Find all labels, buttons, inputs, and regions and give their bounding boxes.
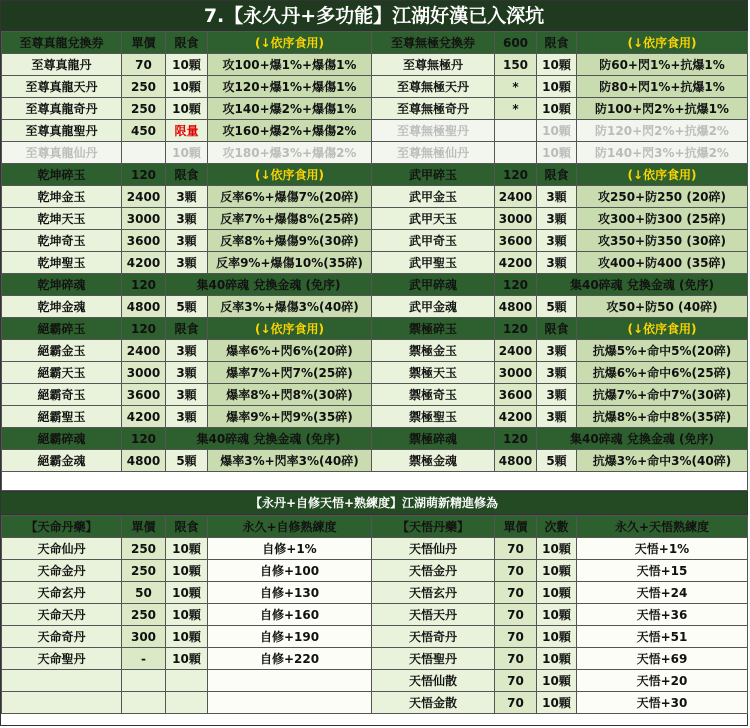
header-cell: 120 xyxy=(122,164,166,186)
table-cell: 70 xyxy=(495,604,537,626)
table-cell: 250 xyxy=(122,538,166,560)
table-cell: 5顆 xyxy=(537,296,577,318)
table-cell: 4200 xyxy=(122,406,166,428)
item-effect: 天悟+24 xyxy=(577,582,748,604)
item-effect: 防120+閃2%+抗爆2% xyxy=(577,120,748,142)
table-cell: 10顆 xyxy=(166,648,208,670)
table-row xyxy=(2,670,748,692)
table-cell: 250 xyxy=(122,560,166,582)
item-effect: 攻100+爆1%+爆傷1% xyxy=(208,54,372,76)
item-name: 絕霸聖玉 xyxy=(2,406,122,428)
upgrade-table xyxy=(1,31,748,491)
table-cell: 250 xyxy=(122,76,166,98)
item-effect: 抗爆6%+命中6%(25碎) xyxy=(577,362,748,384)
table-row xyxy=(2,208,748,230)
header-cell: 永久+天悟熟練度 xyxy=(577,516,748,538)
table-cell: 70 xyxy=(495,538,537,560)
empty-cell xyxy=(166,692,208,714)
table-row xyxy=(2,186,748,208)
table-cell xyxy=(495,142,537,164)
table-cell: 10顆 xyxy=(537,76,577,98)
item-effect: 爆率8%+閃8%(30碎) xyxy=(208,384,372,406)
item-name: 乾坤金魂 xyxy=(2,296,122,318)
item-effect: 天悟+51 xyxy=(577,626,748,648)
item-effect: 防100+閃2%+抗爆1% xyxy=(577,98,748,120)
item-effect: 天悟+15 xyxy=(577,560,748,582)
table-cell: 10顆 xyxy=(537,692,577,714)
header-row xyxy=(2,516,748,538)
table-cell: 5顆 xyxy=(166,296,208,318)
header-cell: (↓依序食用) xyxy=(577,164,748,186)
item-effect: 天悟+30 xyxy=(577,692,748,714)
table-cell: 3顆 xyxy=(166,230,208,252)
table-cell: 70 xyxy=(495,626,537,648)
item-effect: 爆率9%+閃9%(35碎) xyxy=(208,406,372,428)
table-cell: 10顆 xyxy=(166,626,208,648)
item-effect: 防60+閃1%+抗爆1% xyxy=(577,54,748,76)
table-cell: 2400 xyxy=(122,186,166,208)
item-name: 天悟奇丹 xyxy=(372,626,495,648)
item-name: 至尊無極丹 xyxy=(372,54,495,76)
table-cell: 2400 xyxy=(495,186,537,208)
table-cell: 10顆 xyxy=(537,626,577,648)
item-effect: 自修+160 xyxy=(208,604,372,626)
item-name: 天悟仙丹 xyxy=(372,538,495,560)
table-cell: 10顆 xyxy=(166,560,208,582)
item-effect: 反率8%+爆傷9%(30碎) xyxy=(208,230,372,252)
table-cell: 2400 xyxy=(122,340,166,362)
table-cell: 4800 xyxy=(122,450,166,472)
table-cell: 10顆 xyxy=(166,98,208,120)
header-cell: 禦極碎魂 xyxy=(372,428,495,450)
table-cell: 3顆 xyxy=(537,230,577,252)
table-row xyxy=(2,340,748,362)
table-cell xyxy=(495,120,537,142)
item-name: 武甲聖玉 xyxy=(372,252,495,274)
item-name: 天命聖丹 xyxy=(2,648,122,670)
table-row xyxy=(2,560,748,582)
table-cell: 4800 xyxy=(122,296,166,318)
table-cell: 50 xyxy=(122,582,166,604)
empty-cell xyxy=(2,670,122,692)
item-name: 絕霸金玉 xyxy=(2,340,122,362)
item-name: 天悟金丹 xyxy=(372,560,495,582)
item-effect: 反率3%+爆傷3%(40碎) xyxy=(208,296,372,318)
header-cell: 120 xyxy=(495,428,537,450)
page-title: 7.【永久丹+多功能】江湖好漢已入深坑 xyxy=(1,1,747,31)
item-name: 禦極天玉 xyxy=(372,362,495,384)
item-effect: 攻350+防350 (30碎) xyxy=(577,230,748,252)
table-cell xyxy=(122,142,166,164)
item-effect: 自修+190 xyxy=(208,626,372,648)
header-cell: 120 xyxy=(495,318,537,340)
item-name: 至尊無極仙丹 xyxy=(372,142,495,164)
header-cell: 限食 xyxy=(537,32,577,54)
table-row xyxy=(2,406,748,428)
item-effect: 天悟+1% xyxy=(577,538,748,560)
item-name: 乾坤天玉 xyxy=(2,208,122,230)
item-name: 武甲金玉 xyxy=(372,186,495,208)
item-name: 天命仙丹 xyxy=(2,538,122,560)
item-name: 至尊無極天丹 xyxy=(372,76,495,98)
table-row xyxy=(2,296,748,318)
header-cell: 集40碎魂 兌換金魂 (免序) xyxy=(537,428,748,450)
table-cell: 2400 xyxy=(495,340,537,362)
table-cell: 3000 xyxy=(122,362,166,384)
table-cell: 10顆 xyxy=(537,670,577,692)
item-name: 絕霸天玉 xyxy=(2,362,122,384)
table-cell: 3顆 xyxy=(166,186,208,208)
item-effect: 自修+130 xyxy=(208,582,372,604)
spacer-cell xyxy=(2,472,748,491)
item-name: 至尊真龍丹 xyxy=(2,54,122,76)
table-cell: 70 xyxy=(122,54,166,76)
table-cell: 3顆 xyxy=(537,406,577,428)
item-name: 禦極金魂 xyxy=(372,450,495,472)
header-row xyxy=(2,274,748,296)
table-cell: 3000 xyxy=(122,208,166,230)
header-cell: 單價 xyxy=(495,516,537,538)
item-effect: 攻250+防250 (20碎) xyxy=(577,186,748,208)
item-effect: 抗爆8%+命中8%(35碎) xyxy=(577,406,748,428)
empty-cell xyxy=(122,692,166,714)
table-cell: 10顆 xyxy=(166,54,208,76)
item-effect: 防80+閃1%+抗爆1% xyxy=(577,76,748,98)
table-row xyxy=(2,252,748,274)
header-cell: 至尊真龍兌換券 xyxy=(2,32,122,54)
table-cell: 10顆 xyxy=(166,76,208,98)
item-name: 乾坤金玉 xyxy=(2,186,122,208)
item-effect: 防140+閃3%+抗爆2% xyxy=(577,142,748,164)
item-name: 天悟天丹 xyxy=(372,604,495,626)
table-cell: 3600 xyxy=(122,230,166,252)
table-cell: 10顆 xyxy=(537,142,577,164)
item-effect: 抗爆7%+命中7%(30碎) xyxy=(577,384,748,406)
item-effect: 反率9%+爆傷10%(35碎) xyxy=(208,252,372,274)
table-row xyxy=(2,230,748,252)
header-cell: 次數 xyxy=(537,516,577,538)
table-cell: 3顆 xyxy=(537,340,577,362)
table-cell: 3顆 xyxy=(166,208,208,230)
table-cell: 10顆 xyxy=(166,538,208,560)
item-effect: 攻180+爆3%+爆傷2% xyxy=(208,142,372,164)
table-cell: 4200 xyxy=(495,252,537,274)
item-name: 禦極聖玉 xyxy=(372,406,495,428)
section2-title: 【永丹+自修天悟+熟練度】江湖萌新精進修為 xyxy=(1,491,747,515)
table-cell: 10顆 xyxy=(537,582,577,604)
table-cell: 3顆 xyxy=(537,186,577,208)
table-cell: 3000 xyxy=(495,362,537,384)
table-cell: 150 xyxy=(495,54,537,76)
table-cell: 5顆 xyxy=(166,450,208,472)
table-cell: 5顆 xyxy=(537,450,577,472)
header-cell: 120 xyxy=(122,318,166,340)
item-name: 至尊真龍仙丹 xyxy=(2,142,122,164)
table-cell: 3顆 xyxy=(537,362,577,384)
item-name: 至尊無極聖丹 xyxy=(372,120,495,142)
table-cell: 10顆 xyxy=(537,604,577,626)
header-cell: 乾坤碎魂 xyxy=(2,274,122,296)
table-cell: 450 xyxy=(122,120,166,142)
table-cell: - xyxy=(122,648,166,670)
table-cell: 4200 xyxy=(495,406,537,428)
table-row xyxy=(2,98,748,120)
header-cell: 限食 xyxy=(537,164,577,186)
header-cell: 至尊無極兌換券 xyxy=(372,32,495,54)
item-effect: 攻140+爆2%+爆傷1% xyxy=(208,98,372,120)
item-name: 天悟金散 xyxy=(372,692,495,714)
empty-cell xyxy=(2,692,122,714)
header-cell: 乾坤碎玉 xyxy=(2,164,122,186)
table-row xyxy=(2,76,748,98)
item-name: 絕霸奇玉 xyxy=(2,384,122,406)
table-cell: 4800 xyxy=(495,296,537,318)
item-name: 天悟聖丹 xyxy=(372,648,495,670)
table-cell: 10顆 xyxy=(537,120,577,142)
table-cell: 4200 xyxy=(122,252,166,274)
empty-cell xyxy=(208,670,372,692)
header-cell: (↓依序食用) xyxy=(577,318,748,340)
header-cell: 武甲碎魂 xyxy=(372,274,495,296)
header-cell: 限食 xyxy=(166,164,208,186)
header-cell: 禦極碎玉 xyxy=(372,318,495,340)
header-cell: (↓依序食用) xyxy=(208,318,372,340)
table-row xyxy=(2,362,748,384)
item-name: 至尊真龍聖丹 xyxy=(2,120,122,142)
header-cell: 120 xyxy=(122,428,166,450)
item-name: 天悟玄丹 xyxy=(372,582,495,604)
item-effect: 爆率7%+閃7%(25碎) xyxy=(208,362,372,384)
item-effect: 攻400+防400 (35碎) xyxy=(577,252,748,274)
table-cell: 3600 xyxy=(122,384,166,406)
table-row xyxy=(2,538,748,560)
item-name: 武甲天玉 xyxy=(372,208,495,230)
table-cell: 3顆 xyxy=(537,252,577,274)
item-effect: 反率6%+爆傷7%(20碎) xyxy=(208,186,372,208)
header-cell: 【天命丹藥】 xyxy=(2,516,122,538)
table-cell: 250 xyxy=(122,98,166,120)
item-effect: 攻300+防300 (25碎) xyxy=(577,208,748,230)
table-cell: 10顆 xyxy=(537,538,577,560)
table-cell: 10顆 xyxy=(537,648,577,670)
item-effect: 攻50+防50 (40碎) xyxy=(577,296,748,318)
table-cell: 3顆 xyxy=(537,384,577,406)
header-cell: (↓依序食用) xyxy=(208,32,372,54)
item-effect: 自修+1% xyxy=(208,538,372,560)
header-cell: 【天悟丹藥】 xyxy=(372,516,495,538)
item-name: 禦極金玉 xyxy=(372,340,495,362)
table-row xyxy=(2,54,748,76)
table-cell: * xyxy=(495,76,537,98)
item-effect: 自修+100 xyxy=(208,560,372,582)
header-cell: 限食 xyxy=(166,32,208,54)
table-cell: 300 xyxy=(122,626,166,648)
table-cell: 3顆 xyxy=(166,340,208,362)
table-cell: 10顆 xyxy=(166,582,208,604)
table-cell: 4800 xyxy=(495,450,537,472)
item-name: 乾坤奇玉 xyxy=(2,230,122,252)
table-row xyxy=(2,604,748,626)
item-effect: 抗爆3%+命中3%(40碎) xyxy=(577,450,748,472)
item-effect: 爆率3%+閃率3%(40碎) xyxy=(208,450,372,472)
header-row xyxy=(2,32,748,54)
header-cell: 120 xyxy=(495,164,537,186)
header-cell: 限食 xyxy=(166,516,208,538)
table-row xyxy=(2,142,748,164)
table-cell: 限量 xyxy=(166,120,208,142)
item-name: 天命奇丹 xyxy=(2,626,122,648)
table-cell: 10顆 xyxy=(537,560,577,582)
item-effect: 攻160+爆2%+爆傷2% xyxy=(208,120,372,142)
empty-cell xyxy=(208,692,372,714)
table-cell: 10顆 xyxy=(166,142,208,164)
item-name: 禦極奇玉 xyxy=(372,384,495,406)
item-name: 天悟仙散 xyxy=(372,670,495,692)
header-cell: (↓依序食用) xyxy=(577,32,748,54)
header-cell: 絕霸碎魂 xyxy=(2,428,122,450)
table-cell: * xyxy=(495,98,537,120)
header-row xyxy=(2,428,748,450)
table-cell: 250 xyxy=(122,604,166,626)
header-row xyxy=(2,318,748,340)
item-name: 天命天丹 xyxy=(2,604,122,626)
table-cell: 3000 xyxy=(495,208,537,230)
item-effect: 天悟+69 xyxy=(577,648,748,670)
header-cell: 120 xyxy=(495,274,537,296)
header-cell: 集40碎魂 兌換金魂 (免序) xyxy=(166,428,372,450)
item-name: 至尊真龍天丹 xyxy=(2,76,122,98)
table-cell: 70 xyxy=(495,560,537,582)
spacer-row xyxy=(2,472,748,491)
item-name: 武甲金魂 xyxy=(372,296,495,318)
table-cell: 70 xyxy=(495,648,537,670)
table-row xyxy=(2,582,748,604)
item-name: 武甲奇玉 xyxy=(372,230,495,252)
table-cell: 10顆 xyxy=(166,604,208,626)
header-cell: 600 xyxy=(495,32,537,54)
table-row xyxy=(2,626,748,648)
header-cell: (↓依序食用) xyxy=(208,164,372,186)
item-name: 天命金丹 xyxy=(2,560,122,582)
header-cell: 武甲碎玉 xyxy=(372,164,495,186)
item-name: 乾坤聖玉 xyxy=(2,252,122,274)
item-effect: 反率7%+爆傷8%(25碎) xyxy=(208,208,372,230)
table-cell: 3顆 xyxy=(166,384,208,406)
table-cell: 3600 xyxy=(495,230,537,252)
empty-cell xyxy=(122,670,166,692)
item-effect: 天悟+36 xyxy=(577,604,748,626)
table-row xyxy=(2,692,748,714)
table-cell: 3顆 xyxy=(166,362,208,384)
table-row xyxy=(2,384,748,406)
item-effect: 天悟+20 xyxy=(577,670,748,692)
header-cell: 120 xyxy=(122,274,166,296)
table-cell: 3顆 xyxy=(166,252,208,274)
header-cell: 限食 xyxy=(537,318,577,340)
header-row xyxy=(2,164,748,186)
item-effect: 爆率6%+閃6%(20碎) xyxy=(208,340,372,362)
header-cell: 永久+自修熟練度 xyxy=(208,516,372,538)
table-cell: 10顆 xyxy=(537,98,577,120)
header-cell: 集40碎魂 兌換金魂 (免序) xyxy=(166,274,372,296)
table-cell: 10顆 xyxy=(537,54,577,76)
item-effect: 自修+220 xyxy=(208,648,372,670)
header-cell: 單價 xyxy=(122,516,166,538)
header-cell: 限食 xyxy=(166,318,208,340)
table-cell: 3600 xyxy=(495,384,537,406)
table-row xyxy=(2,120,748,142)
table-cell: 3顆 xyxy=(537,208,577,230)
table-cell: 3顆 xyxy=(166,406,208,428)
item-name: 至尊真龍奇丹 xyxy=(2,98,122,120)
item-name: 絕霸金魂 xyxy=(2,450,122,472)
item-name: 至尊無極奇丹 xyxy=(372,98,495,120)
table-row xyxy=(2,648,748,670)
table-cell: 70 xyxy=(495,582,537,604)
table-cell: 70 xyxy=(495,670,537,692)
item-effect: 攻120+爆1%+爆傷1% xyxy=(208,76,372,98)
table-row xyxy=(2,450,748,472)
header-cell: 單價 xyxy=(122,32,166,54)
item-effect: 抗爆5%+命中5%(20碎) xyxy=(577,340,748,362)
table-cell: 70 xyxy=(495,692,537,714)
header-cell: 絕霸碎玉 xyxy=(2,318,122,340)
header-cell: 集40碎魂 兌換金魂 (免序) xyxy=(537,274,748,296)
item-name: 天命玄丹 xyxy=(2,582,122,604)
pill-table xyxy=(1,515,748,714)
empty-cell xyxy=(166,670,208,692)
